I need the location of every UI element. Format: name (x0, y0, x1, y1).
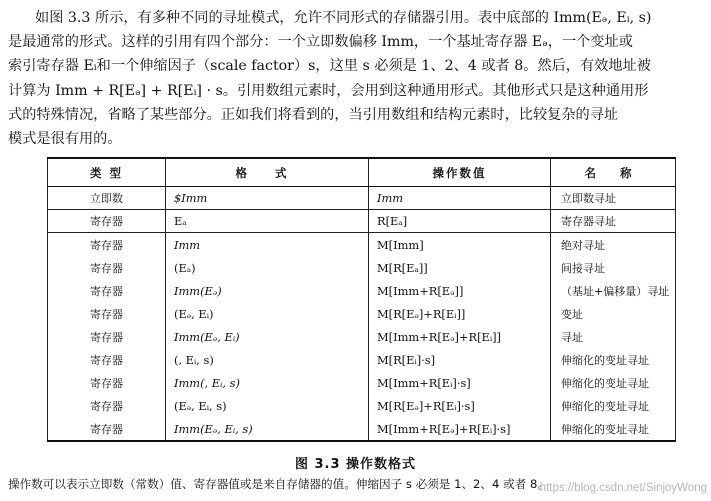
cell-operand-value: M[R[Eₔ]+R[Eᵢ]·s] (369, 394, 551, 417)
cell-name: 间接寻址 (551, 256, 676, 279)
cell-type: 立即数 (48, 187, 166, 210)
paragraph-line: 计算为 Imm + R[Eₔ] + R[Eᵢ] · s。引用数组元素时，会用到这种通用形式。其他形式只是这种通用形 (8, 82, 649, 99)
cell-type: 寄存器 (48, 371, 166, 394)
cell-operand-value: M[R[Eₐ]] (369, 256, 551, 279)
header-type: 类 型 (48, 158, 166, 187)
operand-format-table (47, 157, 676, 442)
cell-operand-value: M[R[Eᵢ]·s] (369, 348, 551, 371)
cell-format: (Eₔ, Eᵢ) (166, 302, 369, 325)
body-paragraph (8, 6, 702, 151)
table-row (48, 256, 676, 279)
cell-name: （基址+偏移量）寻址 (551, 279, 676, 302)
cell-operand-value: M[Imm+R[Eₔ]] (369, 279, 551, 302)
cell-type: 寄存器 (48, 348, 166, 371)
table-row (48, 210, 676, 233)
cell-name: 伸缩化的变址寻址 (551, 371, 676, 394)
cell-type: 寄存器 (48, 325, 166, 348)
cell-operand-value: M[Imm] (369, 233, 551, 257)
table-row (48, 325, 676, 348)
cell-name: 立即数寻址 (551, 187, 676, 210)
paragraph-line: 式的特殊情况，省略了某些部分。正如我们将看到的，当引用数组和结构元素时，比较复杂的寻址 (8, 106, 619, 123)
cell-format: $Imm (166, 187, 369, 210)
cell-type: 寄存器 (48, 302, 166, 325)
cropped-previous-line (34, 0, 674, 4)
cell-format: (Eₔ, Eᵢ, s) (166, 394, 369, 417)
cell-name: 伸缩化的变址寻址 (551, 394, 676, 417)
cell-name: 绝对寻址 (551, 233, 676, 257)
cell-name: 伸缩化的变址寻址 (551, 417, 676, 441)
table-row (48, 279, 676, 302)
paragraph-line: 索引寄存器 Eᵢ和一个伸缩因子（scale factor）s，这里 s 必须是 1、2、4 或者 8。然后，有效地址被 (8, 58, 651, 75)
table-row (48, 394, 676, 417)
cell-type: 寄存器 (48, 279, 166, 302)
cell-name: 变址 (551, 302, 676, 325)
cell-operand-value: M[Imm+R[Eᵢ]·s] (369, 371, 551, 394)
cell-name: 寻址 (551, 325, 676, 348)
table-row (48, 233, 676, 257)
cell-format: Imm(Eₔ) (166, 279, 369, 302)
cell-type: 寄存器 (48, 210, 166, 233)
cell-format: (, Eᵢ, s) (166, 348, 369, 371)
cell-format: Imm (166, 233, 369, 257)
cell-name: 伸缩化的变址寻址 (551, 348, 676, 371)
watermark: https://blog.csdn.net/SinjoyWong (539, 482, 707, 494)
cell-name: 寄存器寻址 (551, 210, 676, 233)
cell-operand-value: M[Imm+R[Eₔ]+R[Eᵢ]·s] (369, 417, 551, 441)
cell-operand-value: Imm (369, 187, 551, 210)
cell-type: 寄存器 (48, 394, 166, 417)
cell-type: 寄存器 (48, 417, 166, 441)
table-header-row (48, 158, 676, 187)
cell-format: Imm(Eₔ, Eᵢ) (166, 325, 369, 348)
cell-format: Imm(Eₔ, Eᵢ, s) (166, 417, 369, 441)
header-format: 格 式 (166, 158, 369, 187)
paragraph-line: 模式是很有用的。 (8, 131, 122, 148)
cell-operand-value: M[R[Eₔ]+R[Eᵢ]] (369, 302, 551, 325)
table-row (48, 348, 676, 371)
cell-type: 寄存器 (48, 233, 166, 257)
cell-format: Imm(, Eᵢ, s) (166, 371, 369, 394)
cell-operand-value: R[Eₐ] (369, 210, 551, 233)
paragraph-line: 是最通常的形式。这样的引用有四个部分：一个立即数偏移 Imm，一个基址寄存器 Eₔ，一个变址或 (8, 34, 633, 51)
header-name: 名 称 (551, 158, 676, 187)
figure-caption: 图 3.3 操作数格式 (294, 457, 417, 472)
table-row (48, 371, 676, 394)
table-row (48, 302, 676, 325)
cell-operand-value: M[Imm+R[Eₔ]+R[Eᵢ]] (369, 325, 551, 348)
figure-note: 操作数可以表示立即数（常数）值、寄存器值或是来自存储器的值。伸缩因子 s 必须是 1、2、4 或者 8。 (8, 477, 549, 491)
header-operand-value: 操作数值 (369, 158, 551, 187)
cell-type: 寄存器 (48, 256, 166, 279)
cell-format: Eₐ (166, 210, 369, 233)
table-row (48, 187, 676, 210)
paragraph-line: 如图 3.3 所示，有多种不同的寻址模式，允许不同形式的存储器引用。表中底部的 Imm(Eₔ, Eᵢ, s) (35, 10, 652, 26)
table-row (48, 417, 676, 441)
cell-format: (Eₐ) (166, 256, 369, 279)
